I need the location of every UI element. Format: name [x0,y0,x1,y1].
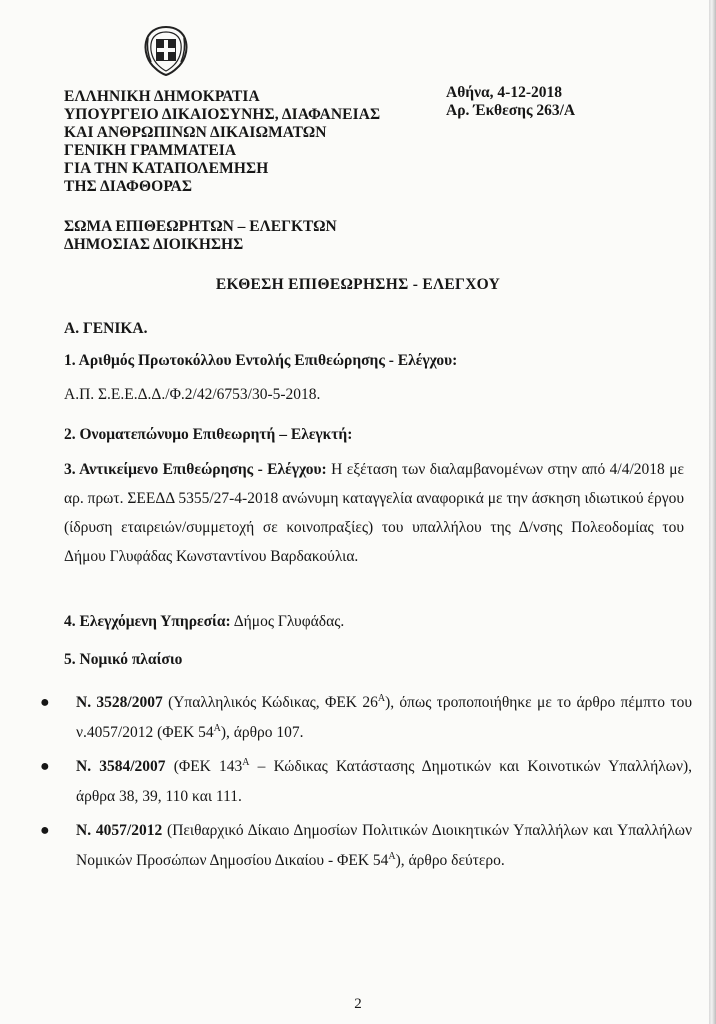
legal-framework-item [40,688,692,748]
audited-service-value: Δήμος Γλυφάδας. [233,613,345,630]
inspectors-body-line: ΔΗΜΟΣΙΑΣ ΔΙΟΙΚΗΣΗΣ [64,236,244,253]
protocol-number: Α.Π. Σ.Ε.Ε.Δ.Δ./Φ.2/42/6753/30-5-2018. [64,386,321,403]
law-reference: Ν. 3528/2007 [76,694,163,711]
law-description: ), όπως τροποποιήθηκε με το άρθρο πέμπτο του ν.4057/2012 (ΦΕΚ 54 [76,694,693,741]
issuer-block [64,88,424,196]
item-label: 5. Νομικό πλαίσιο [64,651,183,668]
place-date: Αθήνα, 4-12-2018 [446,84,562,101]
law-reference: Ν. 3584/2007 [76,758,166,775]
law-description: (Πειθαρχικό Δίκαιο Δημοσίων Πολιτικών Διοικητικών Υπαλλήλων και Υπαλλήλων Νομικών Προσώπων Δημοσίου Δικαίου - ΦΕΚ 54 [76,822,693,869]
page-number: 2 [354,996,362,1012]
section-heading: Α. ΓΕΝΙΚΑ. [64,320,148,337]
issuer-line: ΚΑΙ ΑΝΘΡΩΠΙΝΩΝ ΔΙΚΑΙΩΜΑΤΩΝ [64,124,327,141]
audited-service [64,607,684,636]
bullet-icon: ● [40,758,50,775]
inspection-subject-text: Η εξέταση των διαλαμβανομένων στην από 4/4/2018 με αρ. πρωτ. ΣΕΕΔΔ 5355/27-4-2018 ανώνυμη καταγγελία αναφορικά με την άσκηση ιδιωτικού έργου (ίδρυση εταιρειών/συμμετοχή σε κοινοπραξίες) του υπαλλήλου της Δ/νσης Πολεοδομίας του Δήμου Γλυφάδας Κωνσταντίνου Βαρδακούλια. [64,461,685,565]
issuer-line: ΕΛΛΗΝΙΚΗ ΔΗΜΟΚΡΑΤΙΑ [64,88,260,105]
item-label: 1. Αριθμός Πρωτοκόλλου Εντολής Επιθεώρησης - Ελέγχου: [64,352,458,369]
issuer-line: ΤΗΣ ΔΙΑΦΘΟΡΑΣ [64,178,193,195]
law-description: ), άρθρο 107. [220,724,304,741]
issuer-line: ΓΙΑ ΤΗΝ ΚΑΤΑΠΟΛΕΜΗΣΗ [64,160,269,177]
report-title: ΕΚΘΕΣΗ ΕΠΙΘΕΩΡΗΣΗΣ - ΕΛΕΓΧΟΥ [215,276,501,293]
superscript: Α [242,757,250,768]
greek-coat-of-arms-icon [142,26,190,76]
law-description: – Κώδικας Κατάστασης Δημοτικών και Κοινοτικών Υπαλλήλων), άρθρα 38, 39, 110 και 111. [76,758,693,805]
issuer-line: ΥΠΟΥΡΓΕΙΟ ΔΙΚΑΙΟΣΥΝΗΣ, ΔΙΑΦΑΝΕΙΑΣ [64,106,381,123]
inspectors-body-block [64,218,424,254]
superscript: Α [213,723,221,734]
bullet-icon: ● [40,694,50,711]
superscript: Α [388,851,396,862]
superscript: Α [377,693,386,704]
date-block [446,84,686,120]
issuer-line: ΓΕΝΙΚΗ ΓΡΑΜΜΑΤΕΙΑ [64,142,237,159]
inspectors-body-line: ΣΩΜΑ ΕΠΙΘΕΩΡΗΤΩΝ – ΕΛΕΓΚΤΩΝ [64,218,337,235]
law-description: ), άρθρο δεύτερο. [395,852,505,869]
item-label: 2. Ονοματεπώνυμο Επιθεωρητή – Ελεγκτή: [64,426,353,443]
law-reference: Ν. 4057/2012 [76,822,163,839]
legal-framework-item [40,816,692,876]
item-label: 3. Αντικείμενο Επιθεώρησης - Ελέγχου: [64,461,327,478]
legal-framework-item [40,752,692,812]
law-description: (ΦΕΚ 143 [173,758,243,775]
law-description: (Υπαλληλικός Κώδικας, ΦΕΚ 26 [168,694,378,711]
report-number: Αρ. Έκθεσης 263/Α [446,102,576,119]
bullet-icon: ● [40,822,50,839]
page-edge-shadow [709,0,716,1024]
inspection-subject [64,455,684,571]
item-label: 4. Ελεγχόμενη Υπηρεσία: [64,613,231,630]
